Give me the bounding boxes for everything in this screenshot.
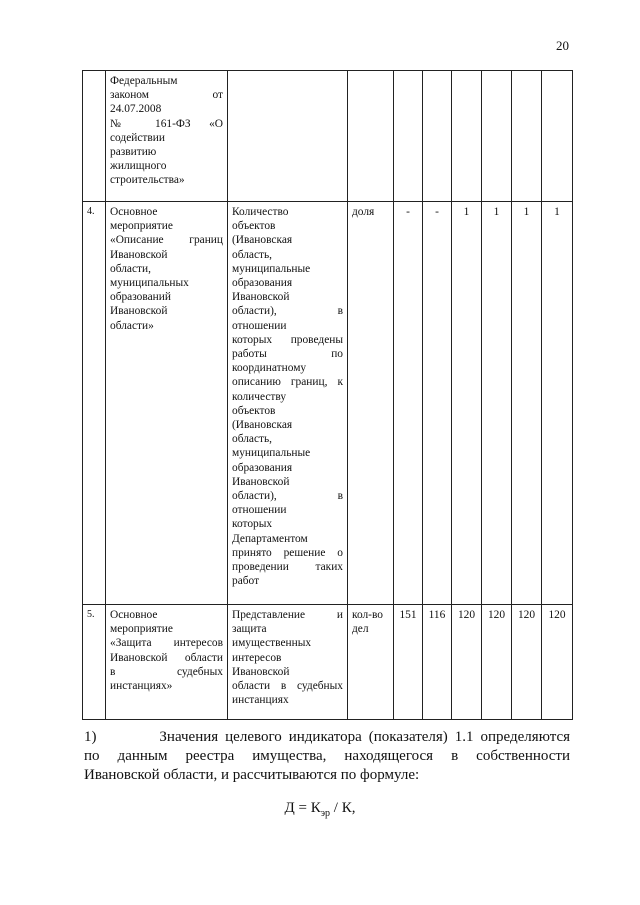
indicator-cell-line: интересов <box>232 651 282 664</box>
activity-cell <box>106 71 228 202</box>
activity-cell-line: мероприятие <box>110 220 173 233</box>
indicator-cell-line: координатному <box>232 362 307 375</box>
activity-cell-line: Федеральным <box>110 75 178 87</box>
indicator-cell-line: области в судебных <box>232 680 343 693</box>
value-cell <box>394 71 423 202</box>
value-cell: 120 <box>452 605 482 720</box>
formula <box>0 800 640 819</box>
activity-cell-line: образований <box>110 291 171 304</box>
activity-cell-line: законом от <box>110 89 223 102</box>
indicator-cell-line: которых <box>232 518 273 531</box>
indicators-table <box>82 70 573 720</box>
unit-cell <box>348 71 394 202</box>
page-number: 20 <box>556 38 569 53</box>
value-cell <box>482 71 512 202</box>
indicator-cell-line: работы по <box>232 348 343 361</box>
formula-subscript: эр <box>320 808 331 819</box>
activity-cell-line: Ивановской области <box>110 651 223 664</box>
unit-cell <box>348 202 394 605</box>
value-cell <box>423 71 452 202</box>
value-cell: 151 <box>394 605 423 720</box>
value-cell <box>542 71 573 202</box>
value-cell: 120 <box>542 605 573 720</box>
activity-cell-line: области» <box>110 319 154 332</box>
indicator-cell-line: имущественных <box>232 637 312 650</box>
indicator-cell-line: муниципальные <box>232 262 311 275</box>
activity-cell-line: жилищного <box>110 160 167 173</box>
activity-cell <box>106 605 228 720</box>
indicator-cell-line: работ <box>232 575 260 588</box>
table-row <box>83 202 573 605</box>
paragraph-line: 1) Значения целевого индикатора (показателя) 1.1 определяются <box>84 729 570 745</box>
activity-cell-line: в судебных <box>110 665 223 678</box>
activity-cell-line: «Описание границ <box>110 234 223 247</box>
indicator-cell-line: которых проведены <box>232 333 343 346</box>
indicator-cell-line: описанию границ, к <box>232 376 343 389</box>
table-row <box>83 605 573 720</box>
indicator-cell-line: защита <box>232 623 267 636</box>
value-cell: - <box>423 202 452 605</box>
indicator-cell-line: отношении <box>232 504 287 517</box>
indicator-cell-line: образования <box>232 461 293 474</box>
unit-line: кол-во <box>352 609 383 621</box>
unit-cell <box>348 605 394 720</box>
indicator-cell-line: инстанциях <box>232 694 289 707</box>
activity-cell-line: муниципальных <box>110 277 189 290</box>
indicator-cell-line: области), в <box>232 305 343 318</box>
indicator-cell-line: области), в <box>232 490 343 503</box>
activity-cell-line: мероприятие <box>110 623 173 636</box>
indicator-cell-line: Департаментом <box>232 532 308 545</box>
value-cell: 1 <box>452 202 482 605</box>
indicator-cell <box>228 605 348 720</box>
formula-lhs: Д = К <box>284 800 321 816</box>
value-cell: 1 <box>542 202 573 605</box>
indicator-cell <box>228 202 348 605</box>
indicator-cell-line: Ивановской <box>232 665 290 678</box>
indicator-paragraph <box>84 728 570 785</box>
indicator-cell-line: Ивановской <box>232 475 290 488</box>
activity-cell-line: Основное <box>110 609 158 621</box>
activity-cell <box>106 202 228 605</box>
table-row <box>83 71 573 202</box>
value-cell: 1 <box>512 202 542 605</box>
value-cell <box>512 71 542 202</box>
value-cell: 120 <box>512 605 542 720</box>
unit-line: доля <box>352 206 375 218</box>
indicator-cell-line: область, <box>232 433 273 446</box>
value-cell: 116 <box>423 605 452 720</box>
activity-cell-line: строительства» <box>110 174 185 187</box>
activity-cell-line: Ивановской <box>110 305 168 318</box>
indicator-cell-line: образования <box>232 277 293 290</box>
row-number: 5. <box>83 605 106 720</box>
activity-cell-line: развитию <box>110 146 157 159</box>
row-number: 4. <box>83 202 106 605</box>
indicator-cell-line: объектов <box>232 220 276 233</box>
indicator-cell-line: Количество <box>232 206 289 218</box>
indicator-cell <box>228 71 348 202</box>
indicator-cell-line: Представление и <box>232 609 343 621</box>
value-cell: 1 <box>482 202 512 605</box>
value-cell: - <box>394 202 423 605</box>
paragraph-line: Ивановской области, и рассчитываются по формуле: <box>84 767 420 783</box>
indicator-cell-line: (Ивановская <box>232 234 293 247</box>
formula-rhs: / К, <box>330 800 356 816</box>
indicator-cell-line: количеству <box>232 390 287 403</box>
activity-cell-line: области, <box>110 262 151 275</box>
indicator-cell-line: проведении таких <box>232 561 343 574</box>
unit-line: дел <box>352 623 369 636</box>
indicator-cell-line: (Ивановская <box>232 419 293 432</box>
indicator-cell-line: объектов <box>232 404 276 417</box>
paragraph-line: по данным реестра имущества, находящегося в собственности <box>84 748 570 764</box>
activity-cell-line: 24.07.2008 <box>110 103 162 116</box>
indicator-cell-line: область, <box>232 248 273 261</box>
activity-cell-line: Ивановской <box>110 248 168 261</box>
value-cell <box>452 71 482 202</box>
indicator-cell-line: отношении <box>232 319 287 332</box>
indicator-cell-line: муниципальные <box>232 447 311 460</box>
value-cell: 120 <box>482 605 512 720</box>
activity-cell-line: инстанциях» <box>110 680 173 693</box>
activity-cell-line: Основное <box>110 206 158 218</box>
activity-cell-line: содействии <box>110 131 165 144</box>
indicator-cell-line: принято решение о <box>232 546 343 559</box>
row-number <box>83 71 106 202</box>
activity-cell-line: «Защита интересов <box>110 637 223 650</box>
indicator-cell-line: Ивановской <box>232 291 290 304</box>
activity-cell-line: № 161-ФЗ «О <box>110 117 223 130</box>
